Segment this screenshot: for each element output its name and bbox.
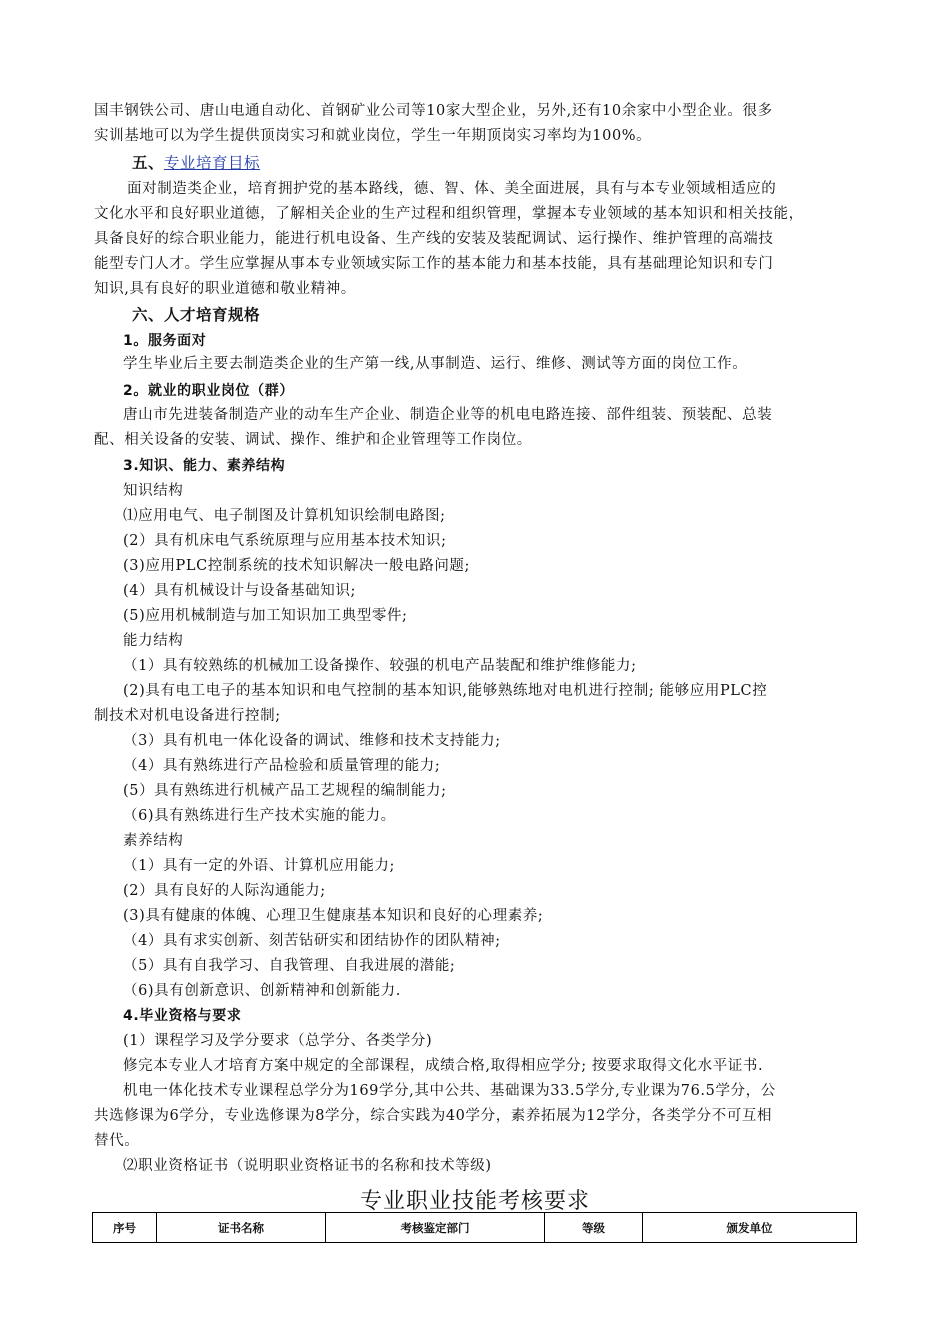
section6-heading: 六、人才培育规格: [132, 306, 261, 324]
quality-title: 素养结构: [123, 833, 184, 849]
col-header-issuer: 颁发单位: [643, 1213, 857, 1243]
graduation-text-line: 共选修课为6学分，专业选修课为8学分，综合实践为40学分，素养拓展为12学分，各类学分不可互相: [94, 1108, 773, 1124]
intro-line: 国丰钢铁公司、唐山电通自动化、首钢矿业公司等10家大型企业，另外,还有10余家中小型企业。很多: [94, 103, 773, 119]
ability-item: （6)具有熟练进行生产技术实施的能力。: [123, 808, 396, 824]
ability-item-continued: 制技术对机电设备进行控制;: [94, 708, 281, 724]
graduation-text-line: 替代。: [94, 1133, 140, 1149]
knowledge-item: (2）具有机床电气系统原理与应用基本技术知识;: [123, 533, 447, 549]
quality-item: （6)具有创新意识、创新精神和创新能力.: [123, 983, 401, 999]
col-header-department: 考核鉴定部门: [326, 1213, 545, 1243]
graduation-item: ⑵职业资格证书（说明职业资格证书的名称和技术等级): [123, 1158, 492, 1174]
section5-paragraph-line: 具备良好的综合职业能力，能进行机电设备、生产线的安装及装配调试、运行操作、维护管理的高端技: [94, 231, 774, 247]
knowledge-item: (5)应用机械制造与加工知识加工典型零件;: [123, 608, 408, 624]
section5-heading: [132, 153, 260, 173]
graduation-heading: 4.毕业资格与要求: [123, 1008, 242, 1024]
jobs-heading: 2。就业的职业岗位（群）: [123, 383, 294, 399]
jobs-text-line: 配、相关设备的安装、调试、操作、维护和企业管理等工作岗位。: [94, 432, 532, 448]
table-header-row: [93, 1213, 857, 1243]
table-caption: 专业职业技能考核要求: [359, 1189, 590, 1214]
col-header-level: 等级: [545, 1213, 643, 1243]
quality-item: （5）具有自我学习、自我管理、自我进展的潜能;: [123, 958, 456, 974]
jobs-text-line: 唐山市先进装备制造产业的动车生产企业、制造企业等的机电电路连接、部件组装、预装配、总装: [123, 407, 773, 423]
ability-item: （1）具有较熟练的机械加工设备操作、较强的机电产品装配和维护维修能力;: [123, 658, 637, 674]
section5-paragraph-line: 能型专门人才。学生应掌握从事本专业领域实际工作的基本能力和基本技能，具有基础理论知识和专门: [94, 256, 774, 272]
knowledge-item: (4）具有机械设计与设备基础知识;: [123, 583, 356, 599]
service-heading: 1。服务面对: [123, 333, 207, 349]
col-header-number: 序号: [93, 1213, 157, 1243]
knowledge-item: (3)应用PLC控制系统的技术知识解决一般电路问题;: [123, 558, 471, 574]
structure-heading: 3.知识、能力、素养结构: [123, 458, 286, 474]
quality-item: (3)具有健康的体魄、心理卫生健康基本知识和良好的心理素养;: [123, 908, 544, 924]
ability-title: 能力结构: [123, 633, 184, 649]
quality-item: （1）具有一定的外语、计算机应用能力;: [123, 858, 396, 874]
service-text: 学生毕业后主要去制造类企业的生产第一线,从事制造、运行、维修、测试等方面的岗位工作。: [123, 356, 748, 372]
section5-number: 五、: [132, 154, 165, 172]
section5-title-link[interactable]: 专业培育目标: [164, 154, 261, 172]
col-header-certificate: 证书名称: [157, 1213, 326, 1243]
quality-item: (2）具有良好的人际沟通能力;: [123, 883, 326, 899]
graduation-text: 修完本专业人才培育方案中规定的全部课程，成绩合格,取得相应学分; 按要求取得文化水平证书.: [123, 1058, 764, 1074]
ability-item: (2)具有电工电子的基本知识和电气控制的基本知识,能够熟练地对电机进行控制; 能够应用PLC控: [123, 683, 768, 699]
ability-item: (5）具有熟练进行机械产品工艺规程的编制能力;: [123, 783, 447, 799]
graduation-item: (1）课程学习及学分要求（总学分、各类学分): [123, 1033, 433, 1049]
ability-item: （3）具有机电一体化设备的调试、维修和技术支持能力;: [123, 733, 501, 749]
knowledge-title: 知识结构: [123, 483, 184, 499]
section5-paragraph-line: 知识,具有良好的职业道德和敬业精神。: [94, 281, 356, 297]
section5-paragraph-line: 面对制造类企业，培育拥护党的基本路线，德、智、体、美全面进展，具有与本专业领域相适应的: [127, 181, 777, 197]
graduation-text-line: 机电一体化技术专业课程总学分为169学分,其中公共、基础课为33.5学分,专业课为76.5学分，公: [123, 1083, 776, 1099]
quality-item: （4）具有求实创新、刻苦钻研实和团结协作的团队精神;: [123, 933, 501, 949]
certificate-table: [92, 1212, 857, 1243]
section5-paragraph-line: 文化水平和良好职业道德，了解相关企业的生产过程和组织管理，掌握本专业领域的基本知识和相关技能，: [94, 206, 804, 222]
ability-item: （4）具有熟练进行产品检验和质量管理的能力;: [123, 758, 441, 774]
intro-line: 实训基地可以为学生提供顶岗实习和就业岗位，学生一年期顶岗实习率均为100%。: [94, 128, 652, 144]
knowledge-item: ⑴应用电气、电子制图及计算机知识绘制电路图;: [123, 508, 446, 524]
